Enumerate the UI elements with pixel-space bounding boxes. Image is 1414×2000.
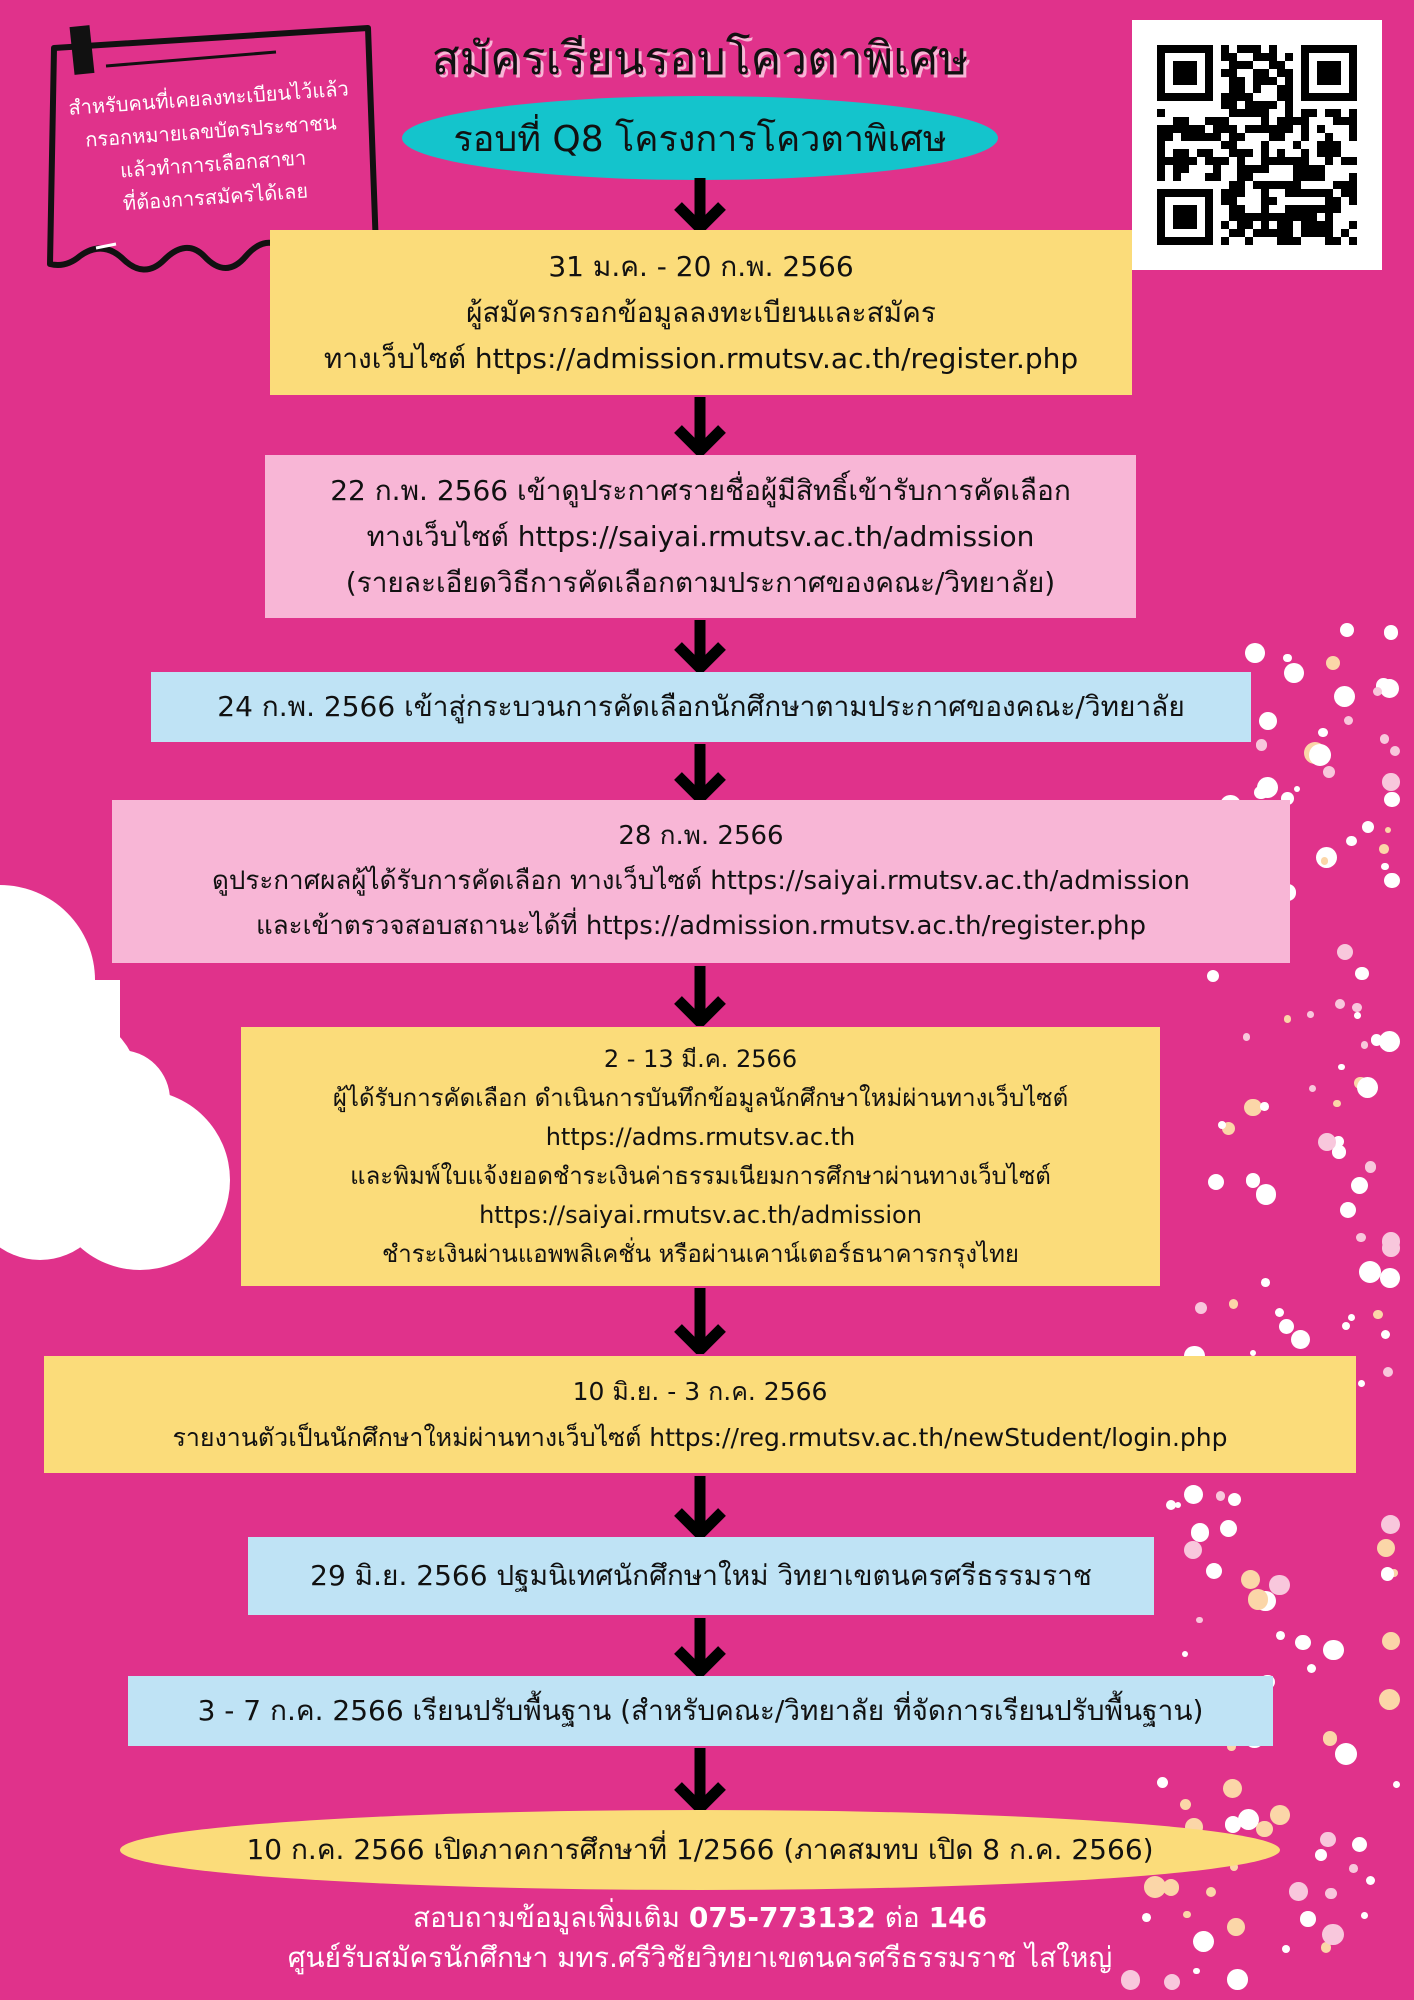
- confetti-dot: [1334, 686, 1355, 707]
- confetti-dot: [1157, 1777, 1169, 1789]
- note-line: แล้วทำการเลือกสาขา: [119, 145, 307, 183]
- confetti-dot: [1260, 1102, 1269, 1111]
- confetti-dot: [1256, 1184, 1277, 1205]
- confetti-dot: [1362, 821, 1374, 833]
- confetti-dot: [1393, 1781, 1400, 1788]
- confetti-dot: [1191, 1523, 1209, 1541]
- confetti-dot: [1218, 1121, 1226, 1129]
- step-orientation: [248, 1537, 1154, 1615]
- confetti-dot: [1381, 863, 1389, 871]
- confetti-dot: [1307, 1664, 1316, 1673]
- confetti-dot: [1241, 1570, 1260, 1589]
- step-date: 2 - 13 มี.ค. 2566: [603, 1044, 798, 1073]
- step-text: 22 ก.พ. 2566 เข้าดูประกาศรายชื่อผู้มีสิทธิ์เข้ารับการคัดเลือก: [330, 473, 1071, 507]
- confetti-dot: [1243, 1033, 1250, 1040]
- confetti-dot: [1359, 1261, 1381, 1283]
- step-date: 31 ม.ค. - 20 ก.พ. 2566: [548, 249, 854, 283]
- confetti-dot: [1283, 654, 1291, 662]
- confetti-dot: [1385, 827, 1391, 833]
- step-link[interactable]: ดูประกาศผลผู้ได้รับการคัดเลือก ทางเว็บไซต์ https://saiyai.rmutsv.ac.th/admission: [211, 866, 1191, 896]
- step-text: ผู้ได้รับการคัดเลือก ดำเนินการบันทึกข้อมูลนักศึกษาใหม่ผ่านทางเว็บไซต์: [332, 1083, 1069, 1112]
- step-date: 28 ก.พ. 2566: [618, 821, 784, 851]
- confetti-dot: [1332, 1145, 1345, 1158]
- confetti-dot: [1216, 1491, 1226, 1501]
- confetti-dot: [1208, 1174, 1224, 1190]
- confetti-dot: [1323, 1640, 1344, 1661]
- confetti-dot: [1358, 1380, 1365, 1387]
- confetti-dot: [1381, 1330, 1390, 1339]
- confetti-dot: [1259, 712, 1277, 730]
- confetti-dot: [1337, 944, 1353, 960]
- confetti-dot: [1348, 1314, 1355, 1321]
- step-link[interactable]: https://saiyai.rmutsv.ac.th/admission: [479, 1200, 922, 1229]
- confetti-dot: [1206, 1887, 1216, 1897]
- confetti-dot: [1184, 1485, 1203, 1504]
- step-link[interactable]: https://adms.rmutsv.ac.th: [545, 1122, 856, 1151]
- confetti-dot: [1307, 1011, 1314, 1018]
- down-arrow-icon: [670, 618, 730, 672]
- confetti-dot: [1250, 1350, 1256, 1356]
- confetti-dot: [1355, 967, 1369, 981]
- step-semester-start: [120, 1810, 1280, 1890]
- confetti-dot: [1366, 1876, 1375, 1885]
- page-title: สมัครเรียนรอบโควตาพิเศษ: [431, 31, 969, 85]
- confetti-dot: [1276, 1631, 1285, 1640]
- step-text: และพิมพ์ใบแจ้งยอดชำระเงินค่าธรรมเนียมการศึกษาผ่านทางเว็บไซต์: [350, 1161, 1051, 1190]
- confetti-dot: [1371, 1034, 1383, 1046]
- confetti-dot: [1382, 1239, 1400, 1257]
- step-text: 24 ก.พ. 2566 เข้าสู่กระบวนการคัดเลือกนักศึกษาตามประกาศของคณะ/วิทยาลัย: [217, 690, 1185, 723]
- confetti-dot: [1323, 1731, 1337, 1745]
- step-text: (รายละเอียดวิธีการคัดเลือกตามประกาศของคณะ/วิทยาลัย): [345, 565, 1056, 599]
- step-record-and-pay: [241, 1027, 1160, 1286]
- confetti-dot: [1390, 746, 1400, 756]
- confetti-dot: [1184, 1541, 1202, 1559]
- step-link[interactable]: รายงานตัวเป็นนักศึกษาใหม่ผ่านทางเว็บไซต์ https://reg.rmutsv.ac.th/newStudent/login.php: [172, 1422, 1228, 1452]
- step-text: ผู้สมัครกรอกข้อมูลลงทะเบียนและสมัคร: [466, 295, 936, 329]
- confetti-dot: [1373, 1310, 1383, 1320]
- step-text: 3 - 7 ก.ค. 2566 เรียนปรับพื้นฐาน (สำหรับคณะ/วิทยาลัย ที่จัดการเรียนปรับพื้นฐาน): [197, 1694, 1204, 1727]
- confetti-dot: [1340, 1202, 1356, 1218]
- confetti-dot: [1269, 1575, 1289, 1595]
- down-arrow-icon: [670, 176, 730, 232]
- step-registration: [270, 230, 1132, 395]
- confetti-dot: [1382, 773, 1400, 791]
- confetti-dot: [1357, 1077, 1378, 1098]
- confetti-dot: [1338, 1064, 1344, 1070]
- note-line: ที่ต้องการสมัครได้เลย: [122, 178, 309, 216]
- confetti-dot: [1361, 1041, 1368, 1048]
- confetti-dot: [1342, 1322, 1350, 1330]
- down-arrow-icon: [670, 1746, 730, 1812]
- footer-office: ศูนย์รับสมัครนักศึกษา มทร.ศรีวิชัยวิทยาเขตนครศรีธรรมราช ไสใหญ่: [287, 1941, 1113, 1974]
- confetti-dot: [1256, 739, 1267, 750]
- confetti-dot: [1349, 1864, 1358, 1873]
- confetti-dot: [1380, 734, 1389, 743]
- note-line: กรอกหมายเลขบัตรประชาชน: [84, 110, 338, 152]
- step-link[interactable]: ทางเว็บไซต์ https://saiyai.rmutsv.ac.th/admission: [366, 519, 1035, 553]
- confetti-dot: [1346, 836, 1356, 846]
- confetti-dot: [1382, 1632, 1400, 1650]
- confetti-dot: [1220, 1520, 1237, 1537]
- confetti-dot: [1340, 623, 1354, 637]
- confetti-dot: [1377, 1539, 1395, 1557]
- confetti-dot: [1163, 1879, 1179, 1895]
- step-link[interactable]: และเข้าตรวจสอบสถานะได้ที่ https://admission.rmutsv.ac.th/register.php: [255, 911, 1147, 941]
- confetti-dot: [1284, 1015, 1292, 1023]
- qr-code-icon: [1132, 20, 1382, 270]
- step-foundation-course: [128, 1676, 1273, 1746]
- confetti-dot: [1182, 1651, 1188, 1657]
- confetti-dot: [1344, 716, 1353, 725]
- confetti-dot: [1326, 656, 1340, 670]
- step-report-new-student: [44, 1356, 1356, 1473]
- confetti-dot: [1279, 1319, 1294, 1334]
- confetti-dot: [1261, 1278, 1270, 1287]
- confetti-dot: [1379, 844, 1389, 854]
- confetti-dot: [1223, 1779, 1242, 1798]
- confetti-dot: [1380, 1268, 1400, 1288]
- step-link[interactable]: ทางเว็บไซต์ https://admission.rmutsv.ac.th/register.php: [323, 341, 1079, 375]
- contact-ext: 146: [928, 1901, 988, 1934]
- confetti-dot: [1384, 792, 1400, 808]
- confetti-dot: [1225, 1816, 1242, 1833]
- step-eligible-list: [265, 455, 1136, 618]
- confetti-dot: [1175, 1502, 1181, 1508]
- step-results: [112, 800, 1290, 963]
- footer-contact: [0, 1898, 1400, 1938]
- down-arrow-icon: [670, 1286, 730, 1354]
- step-text: 29 มิ.ย. 2566 ปฐมนิเทศนักศึกษาใหม่ วิทยาเขตนครศรีธรรมราช: [310, 1559, 1092, 1592]
- ext-label: ต่อ: [875, 1901, 929, 1934]
- qr-code[interactable]: [1132, 20, 1382, 270]
- confetti-dot: [1309, 1085, 1316, 1092]
- confetti-dot: [1383, 1367, 1394, 1378]
- contact-phone[interactable]: 075-773132: [688, 1901, 876, 1934]
- confetti-dot: [1365, 1161, 1377, 1173]
- down-arrow-icon: [670, 964, 730, 1026]
- down-arrow-icon: [670, 742, 730, 802]
- confetti-dot: [1275, 1308, 1284, 1317]
- note-text: [48, 71, 376, 225]
- step-date: 10 มิ.ย. - 3 ก.ค. 2566: [572, 1376, 828, 1406]
- confetti-dot: [1318, 1133, 1336, 1151]
- confetti-dot: [1318, 728, 1328, 738]
- confetti-dot: [1379, 1031, 1400, 1052]
- confetti-dot: [1335, 1743, 1357, 1765]
- confetti-dot: [1254, 786, 1267, 799]
- confetti-dot: [1207, 970, 1219, 982]
- confetti-dot: [1384, 873, 1399, 888]
- down-arrow-icon: [670, 1474, 730, 1538]
- confetti-dot: [1294, 786, 1300, 792]
- confetti-dot: [1315, 1849, 1327, 1861]
- confetti-dot: [1354, 1012, 1361, 1019]
- confetti-dot: [1248, 1589, 1268, 1609]
- confetti-dot: [1309, 744, 1331, 766]
- confetti-dot: [1381, 1567, 1394, 1580]
- confetti-dot: [1291, 1330, 1310, 1349]
- confetti-dot: [1180, 1799, 1191, 1810]
- confetti-dot: [1379, 1689, 1400, 1710]
- confetti-dot: [1323, 766, 1335, 778]
- confetti-dot: [1356, 1233, 1365, 1242]
- confetti-dot: [1320, 1832, 1335, 1847]
- step-selection-process: [151, 672, 1251, 742]
- confetti-dot: [1245, 643, 1265, 663]
- confetti-dot: [1351, 1177, 1368, 1194]
- confetti-dot: [1196, 1617, 1202, 1623]
- step-text: ชำระเงินผ่านแอพพลิเคชั่น หรือผ่านเคาน์เตอร์ธนาคารกรุงไทย: [382, 1239, 1019, 1268]
- round-subtitle: รอบที่ Q8 โครงการโควตาพิเศษ: [402, 96, 998, 180]
- confetti-dot: [1206, 1563, 1222, 1579]
- confetti-dot: [1333, 1100, 1341, 1108]
- confetti-dot: [1246, 1173, 1261, 1188]
- confetti-dot: [1373, 687, 1382, 696]
- confetti-dot: [1295, 1635, 1311, 1651]
- confetti-dot: [1256, 1821, 1272, 1837]
- confetti-dot: [1384, 625, 1398, 639]
- confetti-dot: [1381, 1515, 1400, 1534]
- confetti-dot: [1195, 1302, 1208, 1315]
- down-arrow-icon: [670, 1616, 730, 1676]
- contact-label: สอบถามข้อมูลเพิ่มเติม: [412, 1901, 689, 1934]
- confetti-dot: [1352, 1003, 1362, 1013]
- step-text: 10 ก.ค. 2566 เปิดภาคการศึกษาที่ 1/2566 (ภาคสมทบ เปิด 8 ก.ค. 2566): [246, 1833, 1154, 1866]
- confetti-dot: [1228, 1493, 1241, 1506]
- note-line: สำหรับคนที่เคยลงทะเบียนไว้แล้ว: [67, 76, 350, 120]
- confetti-dot: [1229, 1299, 1239, 1309]
- down-arrow-icon: [670, 395, 730, 455]
- confetti-dot: [1284, 663, 1304, 683]
- confetti-dot: [1352, 1837, 1367, 1852]
- confetti-dot: [1270, 1805, 1290, 1825]
- confetti-dot: [1335, 999, 1345, 1009]
